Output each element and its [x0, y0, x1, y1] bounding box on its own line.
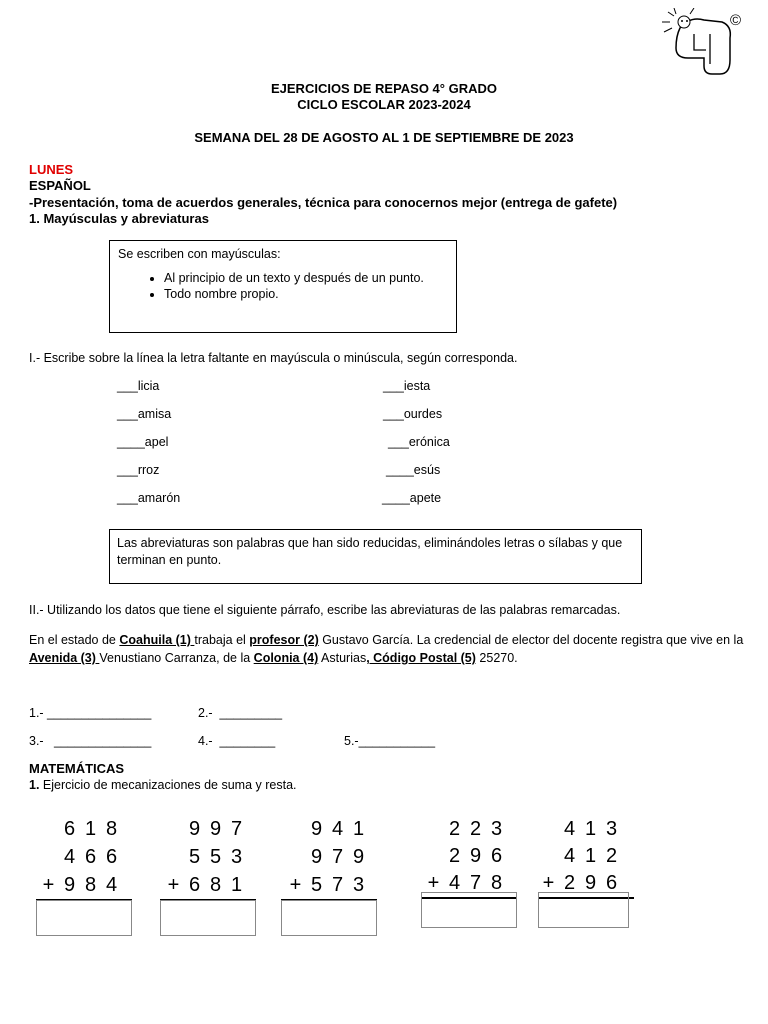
plus-sign: +: [167, 874, 180, 896]
rule-box-title: Se escriben con mayúsculas:: [118, 247, 281, 261]
addend-row: [38, 818, 122, 841]
math-exercise: [29, 778, 297, 792]
digit: 6: [63, 818, 76, 840]
addend-row: [163, 818, 247, 841]
rule-item: • Al principio de un texto y después de un punto.: [164, 271, 434, 285]
digit: 7: [331, 874, 344, 896]
missing-letter-word: ___amarón: [117, 491, 181, 505]
sum-answer-box[interactable]: [538, 892, 629, 928]
exercise2-instruction: II.- Utilizando los datos que tiene el siguiente párrafo, escribe las abreviaturas de las palabras remarcadas.: [29, 603, 621, 617]
addend-row: [423, 845, 507, 868]
math-exercise-number: 1.: [29, 778, 40, 792]
digit: 4: [448, 872, 461, 894]
digit: 3: [490, 818, 503, 840]
digit: 2: [448, 845, 461, 867]
capitals-rule-box: [109, 240, 457, 333]
digit: 8: [84, 874, 97, 896]
sum-answer-box[interactable]: [36, 900, 132, 936]
plus-sign: +: [42, 874, 55, 896]
sum-answer-box[interactable]: [421, 892, 517, 928]
digit: 2: [563, 872, 576, 894]
digit: 4: [105, 874, 118, 896]
digit: 3: [230, 846, 243, 868]
digit: 8: [209, 874, 222, 896]
addend-row: [423, 818, 507, 841]
marked-word: Avenida (3): [29, 651, 100, 665]
digit: 9: [310, 818, 323, 840]
missing-letter-word: ____apel: [117, 435, 169, 449]
abbreviation-definition: Las abreviaturas son palabras que han sido reducidas, eliminándoles letras o sílabas y que terminan en punto.: [117, 536, 623, 567]
worksheet-title: EJERCICIOS DE REPASO 4° GRADO: [270, 81, 497, 96]
digit: 3: [605, 818, 618, 840]
exercise2-paragraph: [29, 631, 749, 667]
digit: 4: [63, 846, 76, 868]
marked-word: Coahuila (1): [119, 633, 195, 647]
exercise1-instruction: I.- Escribe sobre la línea la letra faltante en mayúscula o minúscula, según corresponda.: [29, 351, 518, 365]
paragraph-text: Asturias: [318, 651, 367, 665]
addend-row: [538, 845, 622, 868]
plus-sign: +: [542, 872, 555, 894]
digit: 1: [584, 845, 597, 867]
spanish-activity: -Presentación, toma de acuerdos generales, técnica para conocernos mejor (entrega de gafete): [29, 195, 618, 210]
addend-row: [538, 818, 622, 841]
answer-line-2[interactable]: 2.- _________: [198, 706, 283, 720]
digit: 6: [490, 845, 503, 867]
digit: 6: [605, 872, 618, 894]
paragraph-text: Gustavo García. La credencial de elector del docente registra que vive en la: [318, 633, 744, 647]
digit: 5: [188, 846, 201, 868]
digit: 7: [230, 818, 243, 840]
sum-answer-box[interactable]: [281, 900, 377, 936]
marked-word: profesor (2): [249, 633, 319, 647]
spanish-topic: 1. Mayúsculas y abreviaturas: [29, 211, 209, 226]
digit: 7: [331, 846, 344, 868]
digit: 1: [352, 818, 365, 840]
math-exercise-text: Ejercicio de mecanizaciones de suma y resta.: [39, 778, 297, 792]
digit: 9: [469, 845, 482, 867]
rule-item: • Todo nombre propio.: [164, 287, 434, 301]
digit: 2: [605, 845, 618, 867]
plus-sign: +: [289, 874, 302, 896]
digit: 9: [584, 872, 597, 894]
digit: 5: [209, 846, 222, 868]
missing-letter-word: ___licia: [117, 379, 160, 393]
digit: 8: [490, 872, 503, 894]
digit: 9: [352, 846, 365, 868]
addend-row: [163, 846, 247, 869]
missing-letter-word: ____apete: [382, 491, 442, 505]
math-heading: MATEMÁTICAS: [29, 761, 125, 776]
digit: 9: [310, 846, 323, 868]
digit: 8: [105, 818, 118, 840]
addend-row-with-plus: [285, 874, 369, 897]
missing-letter-word: ___erónica: [388, 435, 450, 449]
digit: 4: [563, 845, 576, 867]
digit: 1: [230, 874, 243, 896]
digit: 9: [63, 874, 76, 896]
paragraph-text: En el estado de: [29, 633, 120, 647]
school-cycle: CICLO ESCOLAR 2023-2024: [297, 97, 471, 112]
spanish-heading: ESPAÑOL: [29, 178, 91, 193]
addend-row-with-plus: [163, 874, 247, 897]
addend-row-with-plus: [38, 874, 122, 897]
week-range: SEMANA DEL 28 DE AGOSTO AL 1 DE SEPTIEMBRE DE 2023: [194, 130, 574, 145]
missing-letter-word: ___ourdes: [383, 407, 443, 421]
abbreviation-definition-box: [109, 529, 642, 584]
addend-row: [285, 846, 369, 869]
digit: 1: [84, 818, 97, 840]
digit: 3: [352, 874, 365, 896]
digit: 4: [563, 818, 576, 840]
paragraph-text: Venustiano Carranza, de la: [99, 651, 254, 665]
digit: 7: [469, 872, 482, 894]
plus-sign: +: [427, 872, 440, 894]
digit: 6: [105, 846, 118, 868]
digit: 6: [84, 846, 97, 868]
addend-row: [285, 818, 369, 841]
answer-line-3[interactable]: 3.- ______________: [29, 734, 152, 748]
marked-word: , Código Postal (5): [366, 651, 476, 665]
paragraph-text: 25270.: [475, 651, 518, 665]
digit: 9: [209, 818, 222, 840]
answer-line-5[interactable]: 5.-___________: [344, 734, 436, 748]
missing-letter-word: ___iesta: [383, 379, 431, 393]
answer-line-1[interactable]: 1.- _______________: [29, 706, 152, 720]
missing-letter-word: ___rroz: [117, 463, 160, 477]
answer-line-4[interactable]: 4.- ________: [198, 734, 276, 748]
sum-answer-box[interactable]: [160, 900, 256, 936]
digit: 2: [448, 818, 461, 840]
missing-letter-word: ____esús: [386, 463, 441, 477]
digit: 2: [469, 818, 482, 840]
paragraph-text: trabaja el: [194, 633, 250, 647]
day-label: LUNES: [29, 162, 74, 177]
digit: 1: [584, 818, 597, 840]
missing-letter-word: ___amisa: [117, 407, 172, 421]
grade-logo: [660, 8, 750, 80]
rule-list: [118, 271, 434, 301]
digit: 4: [331, 818, 344, 840]
copyright-mark: ©: [730, 12, 742, 29]
addend-row: [38, 846, 122, 869]
marked-word: Colonia (4): [253, 651, 319, 665]
digit: 5: [310, 874, 323, 896]
digit: 6: [188, 874, 201, 896]
digit: 9: [188, 818, 201, 840]
